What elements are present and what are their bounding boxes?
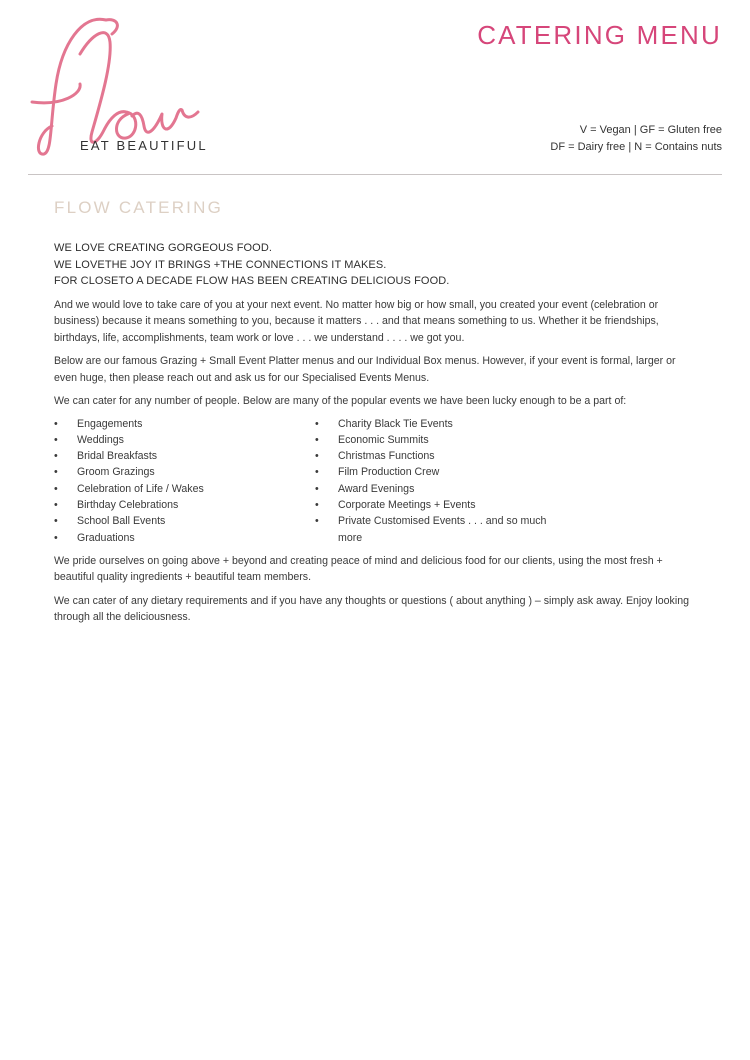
- list-item: [54, 464, 315, 480]
- section-title: FLOW CATERING: [54, 198, 224, 217]
- bullet-icon: •: [54, 498, 58, 511]
- list-item-label: Graduations: [77, 531, 135, 544]
- list-item: [54, 513, 315, 529]
- paragraph: We pride ourselves on going above + beyond and creating peace of mind and delicious food for our clients, using the most fresh + beautiful quality ingredients + beautiful team members.: [54, 554, 663, 584]
- events-list-left: [54, 416, 315, 546]
- paragraph: And we would love to take care of you at your next event. No matter how big or how small, you created your event (celebration or business) because it means something to you, because it matters . . . and that means something to us. Whether it be friendships, birthdays, life, accomplishments, team work or love . . . we understand . . . . we got you.: [54, 298, 659, 344]
- list-item: [315, 513, 555, 546]
- list-item: [315, 432, 555, 448]
- list-item: [54, 530, 315, 546]
- list-item: [315, 416, 555, 432]
- bullet-icon: •: [315, 450, 319, 463]
- list-item-label: Christmas Functions: [338, 450, 435, 463]
- bullet-icon: •: [54, 515, 58, 528]
- intro-block: [54, 240, 694, 290]
- list-item-label: Charity Black Tie Events: [338, 417, 453, 430]
- list-item: [54, 416, 315, 432]
- list-item-label: Groom Grazings: [77, 466, 155, 479]
- list-item-label: Celebration of Life / Wakes: [77, 482, 204, 495]
- list-item: [315, 464, 555, 480]
- bullet-icon: •: [315, 482, 319, 495]
- paragraph: Below are our famous Grazing + Small Event Platter menus and our Individual Box menus. However, if your event is formal, larger or even huge, then please reach out and ask us for our Specialised Events Menus.: [54, 355, 676, 384]
- header-divider: [28, 174, 722, 175]
- list-item-label: Engagements: [77, 417, 143, 430]
- list-item-label: School Ball Events: [77, 515, 166, 528]
- bullet-icon: •: [54, 417, 58, 430]
- intro-line: WE LOVETHE JOY IT BRINGS +THE CONNECTIONS IT MAKES.: [54, 258, 387, 271]
- bullet-icon: •: [315, 433, 319, 446]
- events-list-right: [315, 416, 555, 546]
- list-item-label: Corporate Meetings + Events: [338, 498, 476, 511]
- list-item: [54, 497, 315, 513]
- list-item-label: Bridal Breakfasts: [77, 450, 158, 463]
- intro-line: FOR CLOSETO A DECADE FLOW HAS BEEN CREATING DELICIOUS FOOD.: [54, 275, 450, 287]
- dietary-key-line: DF = Dairy free | N = Contains nuts: [550, 141, 722, 153]
- list-item-label: Birthday Celebrations: [77, 498, 179, 511]
- bullet-icon: •: [54, 531, 58, 544]
- list-item: [54, 448, 315, 464]
- bullet-icon: •: [315, 515, 319, 528]
- page-title: CATERING MENU: [477, 20, 722, 50]
- dietary-key: [550, 122, 722, 156]
- paragraph: We can cater for any number of people. Below are many of the popular events we have been lucky enough to be a part of:: [54, 395, 627, 407]
- dietary-key-line: V = Vegan | GF = Gluten free: [579, 124, 722, 136]
- bullet-icon: •: [54, 466, 58, 479]
- list-item-label: Film Production Crew: [338, 466, 440, 479]
- list-item: [54, 481, 315, 497]
- bullet-icon: •: [54, 482, 58, 495]
- list-item-label: Economic Summits: [338, 433, 429, 446]
- bullet-icon: •: [54, 450, 58, 463]
- main-content: [54, 198, 694, 626]
- list-item-label: Weddings: [77, 433, 124, 446]
- list-item: [315, 481, 555, 497]
- logo-tagline: EAT BEAUTIFUL: [80, 138, 208, 153]
- bullet-icon: •: [315, 466, 319, 479]
- list-item-label: Award Evenings: [338, 482, 415, 495]
- paragraph: We can cater of any dietary requirements and if you have any thoughts or questions ( about anything ) – simply ask away. Enjoy looking through all the deliciousness.: [54, 594, 689, 624]
- list-item: [315, 448, 555, 464]
- list-item-label: Private Customised Events . . . and so much more: [338, 515, 547, 544]
- events-lists: [54, 416, 694, 546]
- bullet-icon: •: [315, 417, 319, 430]
- bullet-icon: •: [54, 433, 58, 446]
- bullet-icon: •: [315, 498, 319, 511]
- list-item: [315, 497, 555, 513]
- intro-line: WE LOVE CREATING GORGEOUS FOOD.: [54, 242, 273, 254]
- list-item: [54, 432, 315, 448]
